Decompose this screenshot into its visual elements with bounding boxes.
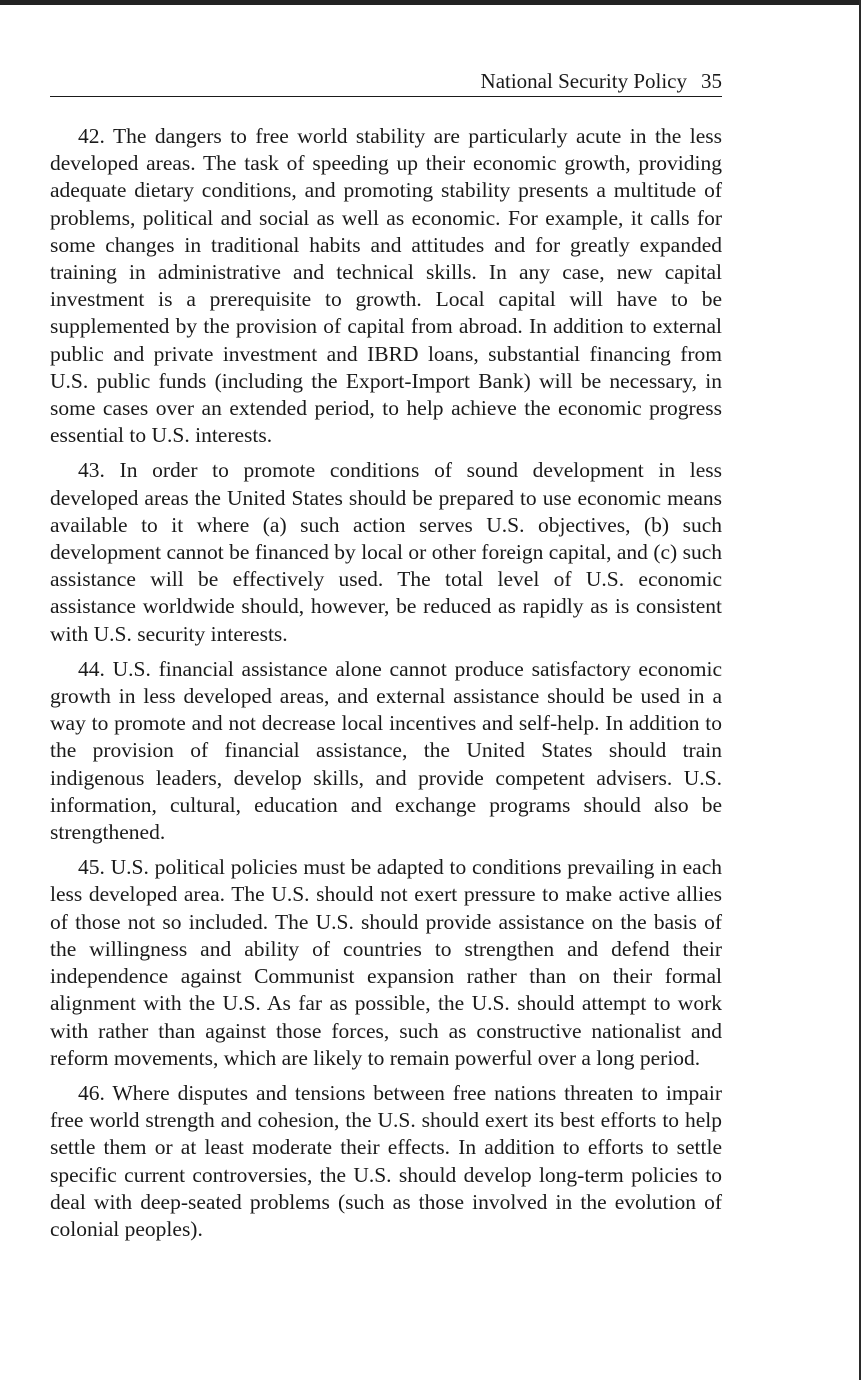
paragraph-number: 44. [78, 656, 105, 681]
paragraph-46 [50, 1080, 722, 1243]
paragraph-number: 42. [78, 124, 105, 148]
paragraph-text: The dangers to free world stability are particularly acute in the less developed areas. The task of speeding up their economic growth, providing adequate dietary conditions, and promoting stability presents a multitude of problems, political and social as well as economic. For example, it calls for some changes in traditional habits and attitudes and for greatly expanded training in administrative and technical skills. In any case, new capital investment is a prerequisite to growth. Local capital will have to be supplemented by the provision of capital from abroad. In addition to external public and private investment and IBRD loans, substantial financing from U.S. public funds (including the Export-Import Bank) will be necessary, in some cases over an extended period, to help achieve the economic progress essential to U.S. interests. [50, 124, 722, 448]
scan-top-edge [0, 0, 861, 5]
paragraph-text: U.S. political policies must be adapted to conditions prevailing in each less developed area. The U.S. should not exert pressure to make active allies of those not so included. The U.S. should provide assistance on the basis of the willingness and ability of countries to strengthen and defend their independence against Communist expansion rather than on their formal alignment with the U.S. As far as possible, the U.S. should attempt to work with rather than against those forces, such as constructive nationalist and reform movements, which are likely to remain powerful over a long period. [50, 855, 722, 1070]
running-title: National Security Policy [480, 69, 687, 93]
page-header [50, 66, 722, 97]
paragraph-text: In order to promote conditions of sound development in less developed areas the United States should be prepared to use economic means available to it where (a) such action serves U.S. objectives, (b) such development cannot be financed by local or other foreign capital, and (c) such assistance will be effectively used. The total level of U.S. economic assistance worldwide should, however, be reduced as rapidly as is consistent with U.S. security interests. [50, 458, 723, 646]
page-number: 35 [701, 69, 722, 93]
document-body [50, 123, 722, 1251]
paragraph-43 [50, 457, 722, 647]
paragraph-number: 43. [78, 458, 105, 483]
paragraph-text: Where disputes and tensions between free nations threaten to impair free world strength and cohesion, the U.S. should exert its best efforts to help settle them or at least moderate their effects. In addition to efforts to settle specific current controversies, the U.S. should develop long-term policies to deal with deep-seated problems (such as those involved in the evolution of colonial peoples). [50, 1080, 722, 1241]
paragraph-42 [50, 123, 722, 449]
paragraph-44 [50, 656, 722, 846]
paragraph-text: U.S. financial assistance alone cannot produce satisfactory economic growth in less developed areas, and external assistance should be used in a way to promote and not decrease local incentives and self-help. In addition to the provision of financial assistance, the United States should train indigenous leaders, develop skills, and provide competent advisers. U.S. information, cultural, education and exchange programs should also be strengthened. [50, 656, 723, 845]
paragraph-45 [50, 854, 722, 1072]
paragraph-number: 45. [78, 855, 105, 880]
paragraph-number: 46. [78, 1080, 105, 1105]
